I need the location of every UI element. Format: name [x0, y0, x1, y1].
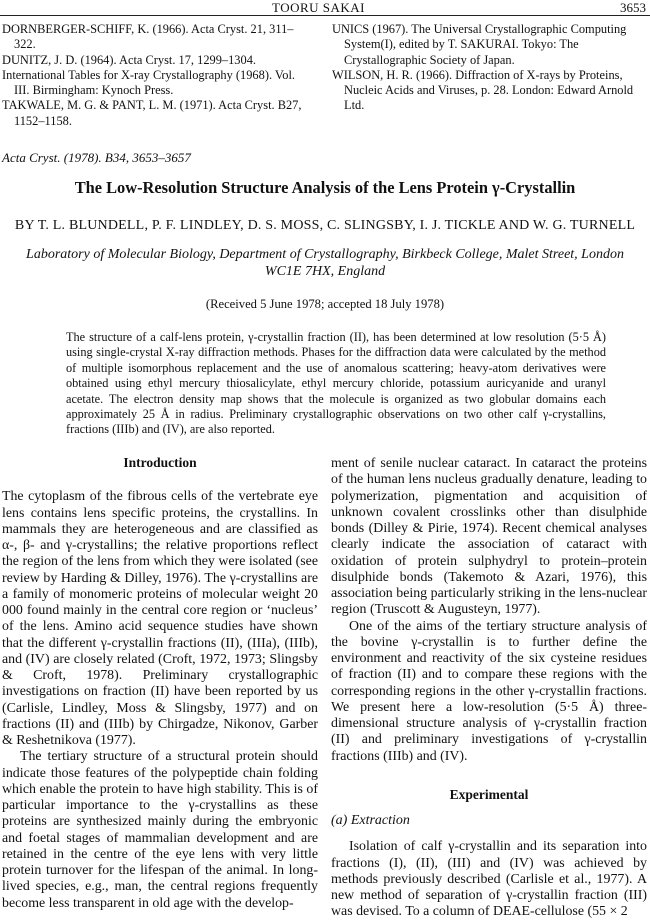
paragraph: The tertiary structure of a structural protein should indicate those features of the polypeptide chain folding which enable the protein to have high stability. This is of particular importance to the γ-crystallins as these proteins are synthesized mainly during the embryonic and foetal stages of mammalian development and are retained in the centre of the eye lens with very little protein turnover for the lifespan of the animal. In long-lived species, e.g., man, the central regions frequently become less transparent in old age with the develop-: [2, 749, 318, 911]
reference-entry: TAKWALE, M. G. & PANT, L. M. (1971). Acta Cryst. B27, 1152–1158.: [2, 98, 302, 128]
reference-entry: WILSON, H. R. (1966). Diffraction of X-rays by Proteins, Nucleic Acids and Viruses, p. 28. London: Edward Arnold Ltd.: [332, 67, 634, 113]
running-head: [0, 0, 650, 14]
reference-entry: International Tables for X-ray Crystallography (1968). Vol. III. Birmingham: Kynoch Press.: [2, 67, 295, 98]
reference-entry: DUNITZ, J. D. (1964). Acta Cryst. 17, 1299–1304.: [2, 52, 256, 67]
references-left: [2, 22, 302, 129]
paragraph: ment of senile nuclear cataract. In cataract the proteins of the human lens nucleus gradually denature, leading to polymerization, pigmentation and acquisition of unknown covalent crosslinks other than disulphide bonds (Dilley & Pirie, 1974). Recent chemical analyses clearly indicate the association of cataract with oxidation of protein sulphydryl to protein–protein disulphide bonds (Takemoto & Azari, 1976), this association being particularly striking in the lens-nuclear region (Truscott & Augusteyn, 1977).: [331, 456, 647, 618]
author-list: BY T. L. BLUNDELL, P. F. LINDLEY, D. S. MOSS, C. SLINGSBY, I. J. TICKLE AND W. G. TURNELL: [14, 218, 636, 233]
paragraph: Isolation of calf γ-crystallin and its separation into fractions (I), (II), (III) and (IV) was achieved by methods previously described (Carlisle et al., 1977). A new method of separation of γ-crystallin fraction (III) was devised. To a column of DEAE-cellulose (55 × 2: [331, 839, 647, 920]
header-rule: [0, 15, 650, 16]
section-heading-experimental: Experimental: [449, 786, 529, 802]
affiliation: Laboratory of Molecular Biology, Department of Crystallography, Birkbeck College, Malet Street, London WC1E 7HX, England: [26, 247, 624, 279]
right-column: [331, 456, 647, 921]
paragraph: The cytoplasm of the fibrous cells of the vertebrate eye lens contains lens specific proteins, the crystallins. In mammals they are heterogeneous and are classified as α-, β- and γ-crystallins; the relative proportions reflect the region of the lens from which they were isolated (see review by Harding & Dilley, 1976). The γ-crystallins are a family of monomeric proteins of molecular weight 20 000 found mainly in the central core region or ‘nucleus’ of the lens. Amino acid sequence studies have shown that the different γ-crystallin fractions (II), (IIIa), (IIIb), and (IV) are closely related (Croft, 1972, 1973; Slingsby & Croft, 1978). Preliminary crystallographic investigations on fraction (II) have been reported by us (Carlisle, Lindley, Moss & Slingsby, 1977) and on fractions (II) and (IIIb) by Chirgadze, Nikonov, Garber & Reshetnikova (1977).: [2, 489, 318, 748]
abstract: The structure of a calf-lens protein, γ-crystallin fraction (II), has been determined at low resolution (5·5 Å) using single-crystal X-ray diffraction methods. Phases for the diffraction data were calculated by the method of multiple isomorphous replacement and the use of anomalous scattering; heavy-atom derivatives were obtained using ethyl mercury thiosalicylate, ethyl mercury chloride, potassium auricyanide and uranyl acetate. The electron density map shows that the molecule is organized as two globular domains each approximately 25 Å in radius. Preliminary crystallographic observations on two other calf γ-crystallins, fractions (IIIb) and (IV), are also reported.: [66, 330, 606, 437]
section-heading-introduction: Introduction: [123, 455, 197, 470]
references-right: [332, 22, 644, 114]
running-head-author: TOORU SAKAI: [272, 0, 366, 15]
reference-entry: DORNBERGER-SCHIFF, K. (1966). Acta Cryst. 21, 311–322.: [2, 22, 294, 52]
article-citation: Acta Cryst. (1978). B34, 3653–3657: [2, 150, 191, 165]
subsection-heading-extraction: (a) Extraction: [331, 813, 410, 828]
received-dates: (Received 5 June 1978; accepted 18 July 1978): [205, 297, 445, 311]
reference-entry: UNICS (1967). The Universal Crystallographic Computing System(I), edited by T. SAKURAI. Tokyo: The Crystallographic Society of Japan.: [332, 22, 627, 67]
page-number: 3653: [620, 0, 646, 15]
paragraph: One of the aims of the tertiary structure analysis of the bovine γ-crystallin is to further define the environment and reactivity of the six cysteine residues of fraction (II) and to compare these regions with the corresponding regions in the other γ-crystallin fractions. We present here a low-resolution (5·5 Å) three-dimensional structure analysis of γ-crystallin fraction (II) and preliminary investigations of γ-crystallin fractions (IIIb) and (IV).: [331, 618, 647, 764]
left-column: [2, 455, 318, 912]
article-title: The Low-Resolution Structure Analysis of the Lens Protein γ-Crystallin: [74, 178, 576, 197]
